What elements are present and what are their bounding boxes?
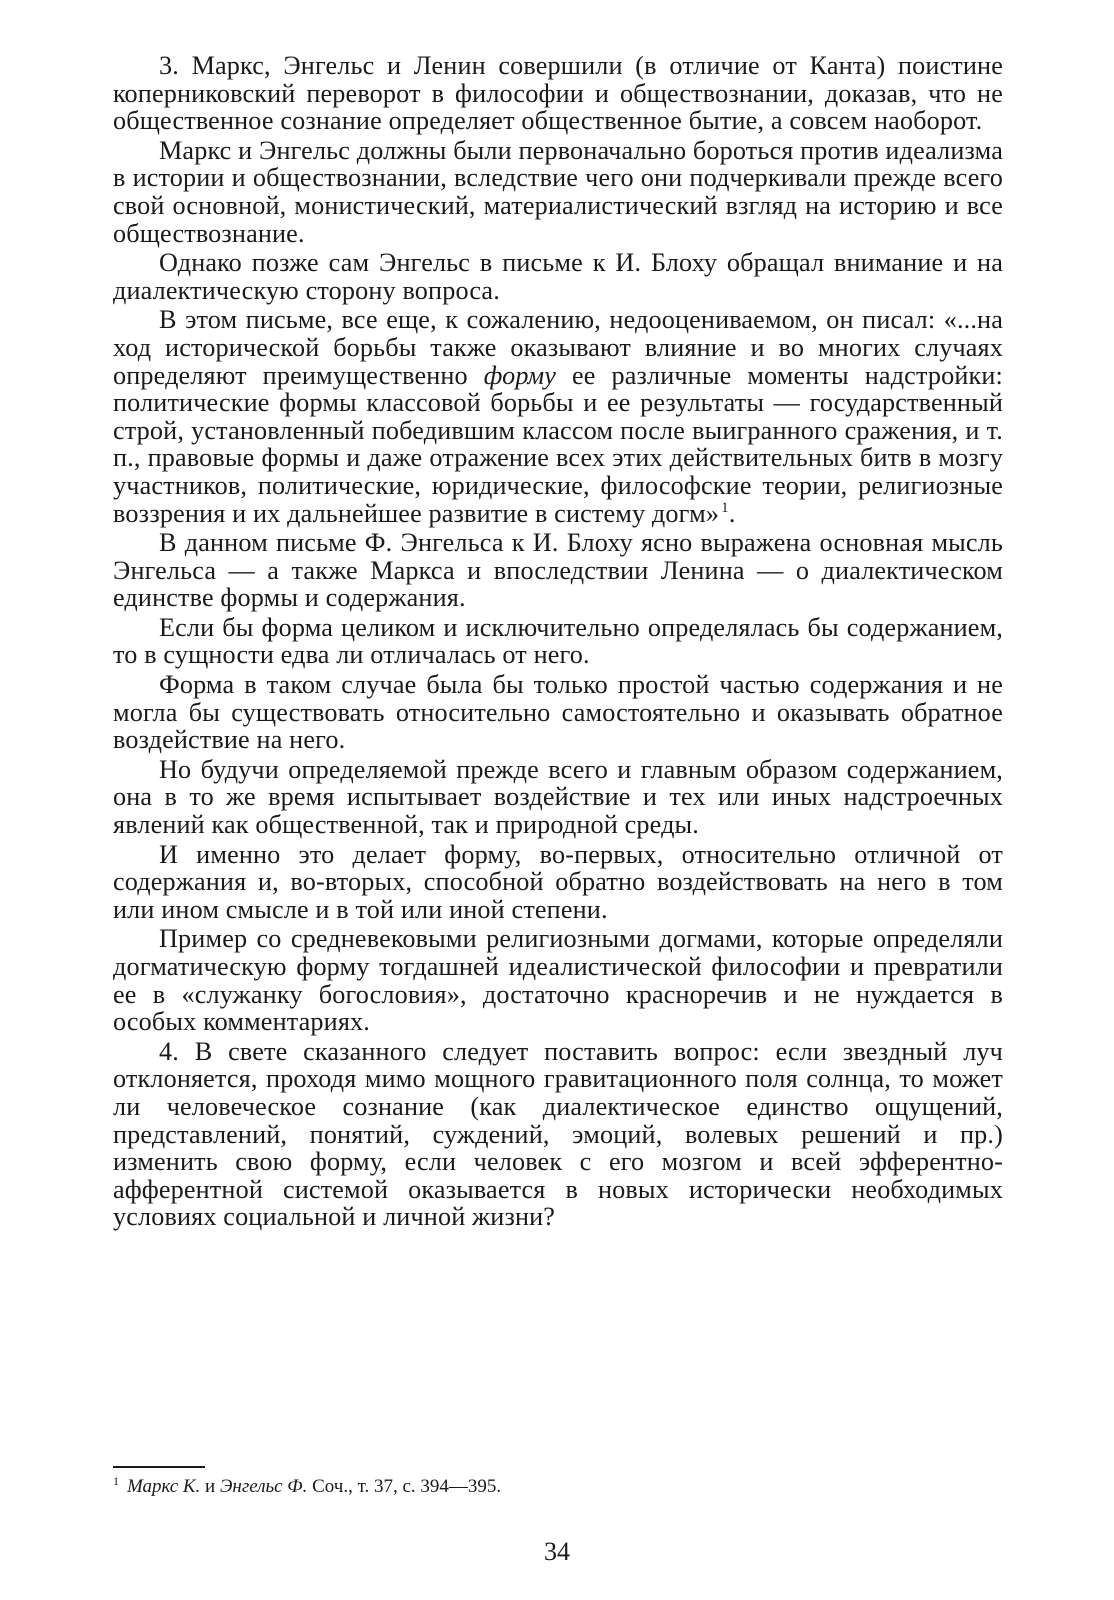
paragraph-6: Если бы форма целиком и исключительно определялась бы содержанием, то в сущности едва ли отличалась от него. — [113, 612, 1003, 670]
footnote — [113, 1473, 1003, 1498]
paragraph-11: 4. В свете сказанного следует поставить вопрос: если звездный луч отклоняется, проходя мимо мощного гравитационного поля солнца, то может ли человеческое сознание (как диалектическое единство ощущений, представлений, понятий, суждений, эмоций, волевых решений и пр.) изменить свою форму, если человек с его мозгом и всей эфферентно-афферентной системой оказывается в новых исторически необходимых условиях социальной и личной жизни? — [113, 1036, 1003, 1232]
quote-end: . — [728, 498, 736, 528]
page-body — [113, 52, 1003, 1231]
paragraph-3: Однако позже сам Энгельс в письме к И. Блоху обращал внимание и на диалектическую сторону вопроса. — [113, 248, 1003, 305]
paragraph-1: 3. Маркс, Энгельс и Ленин совершили (в отличие от Канта) поистине коперниковский переворот в философии и обществознании, доказав, что не общественное сознание определяет общественное бытие, а совсем наоборот. — [113, 51, 1003, 136]
paragraph-8: Но будучи определяемой прежде всего и главным образом содержанием, она в то же время испытывает воздействие и тех или иных надстроечных явлений как общественной, так и природной среды. — [113, 754, 1003, 840]
paragraph-2: Маркс и Энгельс должны были первоначально бороться против идеализма в истории и обществознании, вследствие чего они подчеркивали прежде всего свой основной, монистический, материалистический взгляд на историю и все обществознание. — [113, 135, 1003, 248]
paragraph-10: Пример со средневековыми религиозными догмами, которые определяли догматическую форму тогдашней идеалистической философии и превратили ее в «служанку богословия», достаточно красноречив и не нуждается в особых комментариях. — [113, 924, 1003, 1037]
paragraph-9: И именно это делает форму, во-первых, относительно отличной от содержания и, во-вторых, способной обратно воздействовать на него в том или ином смысле и в той или иной степени. — [113, 839, 1003, 924]
quote-emphasis: форму — [483, 360, 556, 390]
footnote-reference[interactable]: 1 — [721, 499, 729, 516]
page-number: 34 — [544, 1537, 570, 1566]
footnote-citation: Соч., т. 37, с. 394—395. — [307, 1476, 502, 1497]
paragraph-5: В данном письме Ф. Энгельса к И. Блоху ясно выражена основная мысль Энгельса — а также Маркса и впоследствии Ленина — о диалектическом единстве формы и содержания. — [113, 528, 1003, 613]
quote-text-after: ее различные моменты надстройки: политические формы классовой борьбы и ее результаты — государственный строй, установленный победившим классом после выигранного сражения, и т. п., правовые формы и даже отражение всех этих действительных битв в мозгу участников, политические, юридические, философские теории, религиозные воззрения и их дальнейшее развитие в систему догм» — [113, 360, 1003, 528]
footnote-divider — [113, 1466, 205, 1468]
paragraph-4-quote — [113, 306, 1003, 527]
quote-text-before: В этом письме, все еще, к сожалению, недооцениваемом, он писал: «...на ход исторической борьбы также оказывают влияние и во многих случаях определяют преимущественно — [113, 305, 1003, 390]
footnote-author-1: Маркс К. — [127, 1476, 201, 1497]
paragraph-7: Форма в таком случае была бы только простой частью содержания и не могла бы существовать относительно самостоятельно и оказывать обратное воздействие на него. — [113, 670, 1003, 755]
footnote-author-2: Энгельс Ф. — [219, 1476, 308, 1497]
footnote-number: 1 — [113, 1473, 119, 1488]
footnote-connector: и — [200, 1476, 220, 1497]
